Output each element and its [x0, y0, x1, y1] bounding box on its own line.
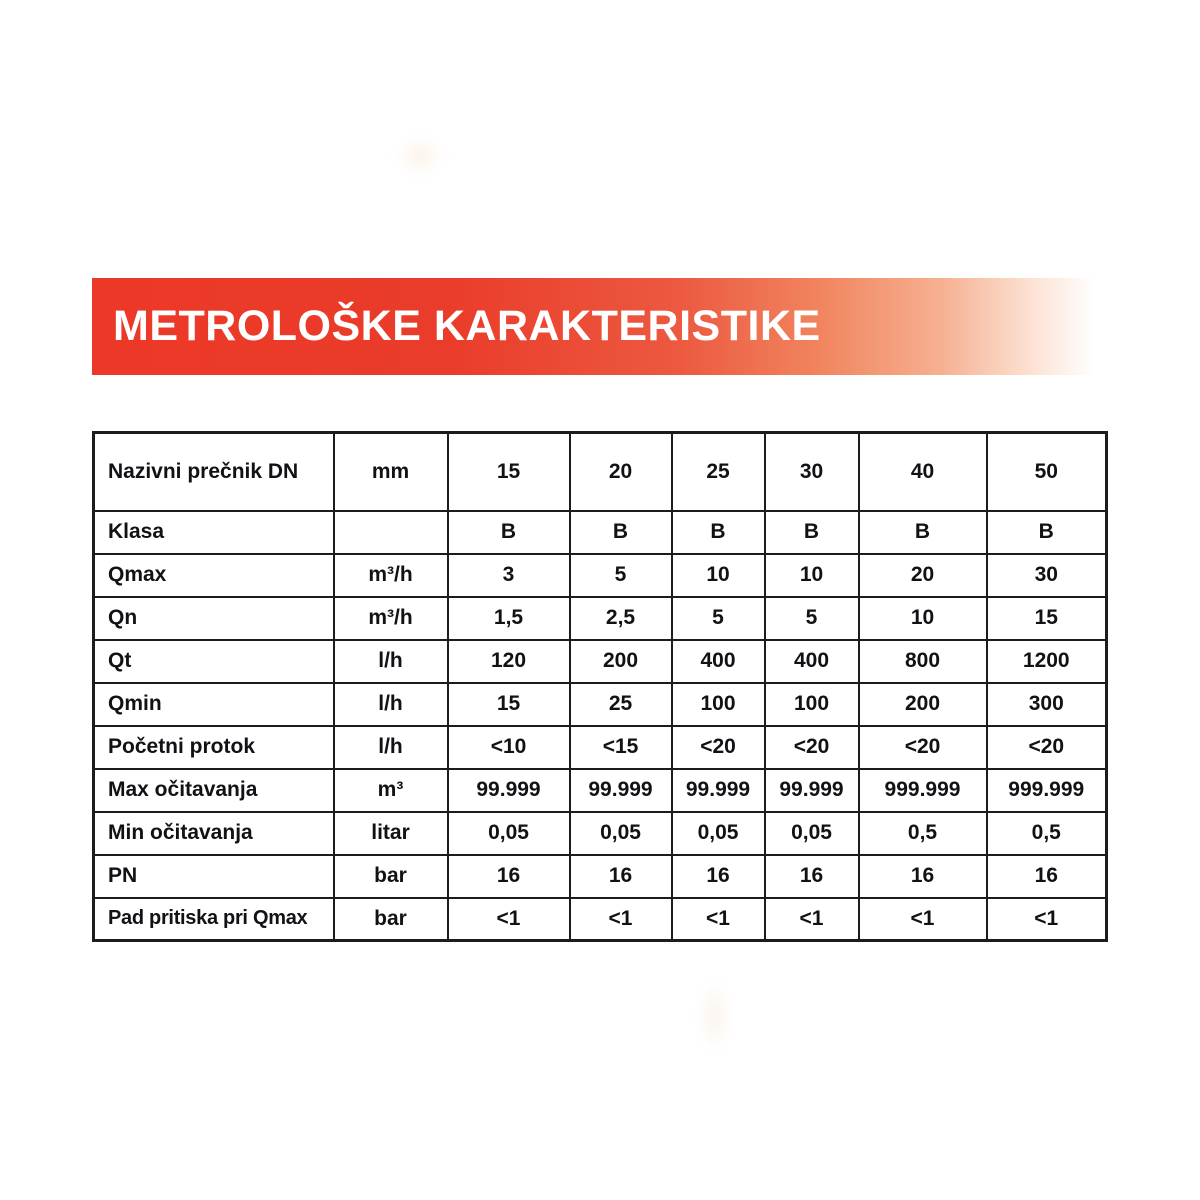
row-label: Pad pritiska pri Qmax: [94, 898, 334, 941]
value-cell: 15: [448, 683, 570, 726]
row-label: Početni protok: [94, 726, 334, 769]
row-label: Min očitavanja: [94, 812, 334, 855]
value-cell: 100: [765, 683, 859, 726]
row-label: PN: [94, 855, 334, 898]
value-cell: <10: [448, 726, 570, 769]
value-cell: 16: [859, 855, 987, 898]
value-cell: 20: [859, 554, 987, 597]
section-header-banner: [92, 278, 1105, 375]
value-cell: 15: [448, 433, 570, 511]
row-label: Max očitavanja: [94, 769, 334, 812]
value-cell: <1: [987, 898, 1107, 941]
value-cell: 0,05: [765, 812, 859, 855]
row-unit: bar: [334, 898, 448, 941]
row-label: Qmin: [94, 683, 334, 726]
value-cell: B: [765, 511, 859, 554]
scan-smudge-top: [398, 138, 442, 174]
value-cell: B: [448, 511, 570, 554]
scan-smudge-bottom: [700, 980, 730, 1052]
metrology-table: [92, 431, 1108, 942]
row-unit: mm: [334, 433, 448, 511]
table-row: [94, 726, 1107, 769]
value-cell: 400: [672, 640, 765, 683]
row-unit: l/h: [334, 726, 448, 769]
row-unit: litar: [334, 812, 448, 855]
value-cell: 5: [765, 597, 859, 640]
value-cell: 999.999: [987, 769, 1107, 812]
value-cell: 200: [859, 683, 987, 726]
table-row: [94, 812, 1107, 855]
value-cell: <1: [672, 898, 765, 941]
row-label: Qmax: [94, 554, 334, 597]
value-cell: 10: [765, 554, 859, 597]
metrology-table-body: [94, 433, 1107, 941]
value-cell: 99.999: [672, 769, 765, 812]
value-cell: 16: [765, 855, 859, 898]
value-cell: 30: [765, 433, 859, 511]
value-cell: 5: [672, 597, 765, 640]
value-cell: 16: [987, 855, 1107, 898]
value-cell: <1: [570, 898, 672, 941]
value-cell: 0,5: [859, 812, 987, 855]
value-cell: B: [570, 511, 672, 554]
value-cell: 100: [672, 683, 765, 726]
row-unit: m³/h: [334, 554, 448, 597]
value-cell: <20: [765, 726, 859, 769]
value-cell: 30: [987, 554, 1107, 597]
value-cell: 99.999: [570, 769, 672, 812]
table-row: [94, 898, 1107, 941]
value-cell: 400: [765, 640, 859, 683]
row-label: Qn: [94, 597, 334, 640]
table-row: [94, 855, 1107, 898]
value-cell: 25: [570, 683, 672, 726]
value-cell: 25: [672, 433, 765, 511]
table-row: [94, 511, 1107, 554]
value-cell: 200: [570, 640, 672, 683]
table-row: [94, 683, 1107, 726]
value-cell: 3: [448, 554, 570, 597]
value-cell: 99.999: [448, 769, 570, 812]
row-unit: [334, 511, 448, 554]
value-cell: <15: [570, 726, 672, 769]
value-cell: 10: [672, 554, 765, 597]
table-row: [94, 597, 1107, 640]
value-cell: 0,05: [448, 812, 570, 855]
value-cell: B: [859, 511, 987, 554]
metrology-table-wrap: [92, 431, 1105, 942]
value-cell: 800: [859, 640, 987, 683]
value-cell: <20: [672, 726, 765, 769]
table-row: [94, 433, 1107, 511]
value-cell: <1: [765, 898, 859, 941]
value-cell: 0,5: [987, 812, 1107, 855]
value-cell: 40: [859, 433, 987, 511]
row-unit: m³: [334, 769, 448, 812]
row-label: Nazivni prečnik DN: [94, 433, 334, 511]
value-cell: 20: [570, 433, 672, 511]
value-cell: 300: [987, 683, 1107, 726]
value-cell: 99.999: [765, 769, 859, 812]
row-unit: l/h: [334, 683, 448, 726]
value-cell: 120: [448, 640, 570, 683]
row-unit: bar: [334, 855, 448, 898]
row-unit: m³/h: [334, 597, 448, 640]
value-cell: 0,05: [570, 812, 672, 855]
value-cell: <1: [448, 898, 570, 941]
row-unit: l/h: [334, 640, 448, 683]
row-label: Qt: [94, 640, 334, 683]
value-cell: <1: [859, 898, 987, 941]
value-cell: <20: [987, 726, 1107, 769]
value-cell: B: [672, 511, 765, 554]
value-cell: 5: [570, 554, 672, 597]
value-cell: 2,5: [570, 597, 672, 640]
row-label: Klasa: [94, 511, 334, 554]
section-title: METROLOŠKE KARAKTERISTIKE: [113, 302, 821, 350]
table-row: [94, 640, 1107, 683]
value-cell: 15: [987, 597, 1107, 640]
value-cell: 1,5: [448, 597, 570, 640]
table-row: [94, 769, 1107, 812]
value-cell: 0,05: [672, 812, 765, 855]
table-row: [94, 554, 1107, 597]
value-cell: 16: [570, 855, 672, 898]
value-cell: <20: [859, 726, 987, 769]
value-cell: 1200: [987, 640, 1107, 683]
value-cell: 50: [987, 433, 1107, 511]
value-cell: 16: [672, 855, 765, 898]
value-cell: B: [987, 511, 1107, 554]
value-cell: 999.999: [859, 769, 987, 812]
value-cell: 16: [448, 855, 570, 898]
value-cell: 10: [859, 597, 987, 640]
